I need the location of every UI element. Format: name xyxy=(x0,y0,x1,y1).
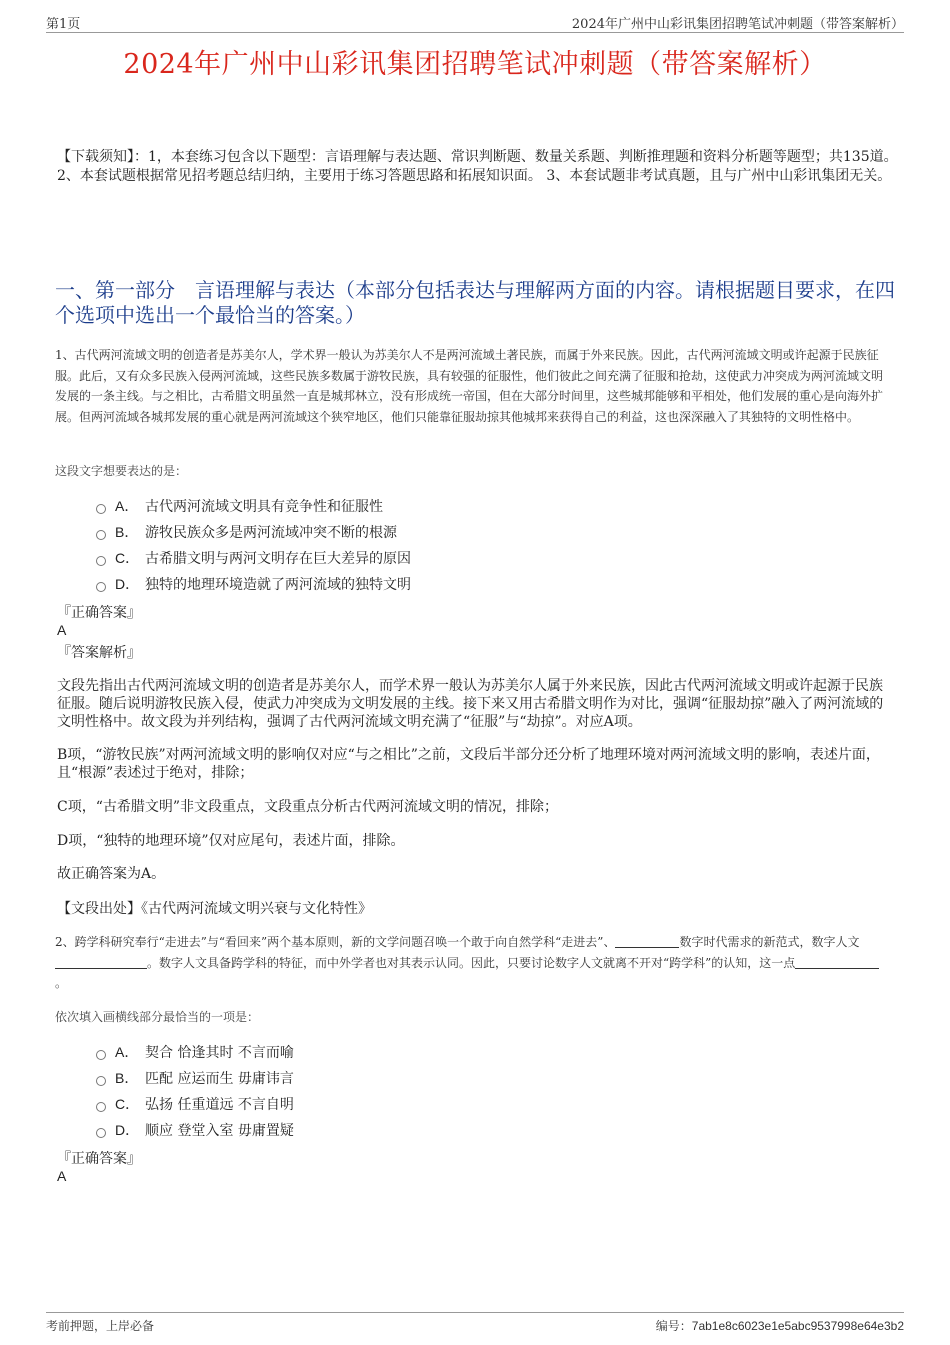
question-2-options xyxy=(96,1039,294,1143)
page-number: 第1页 xyxy=(46,17,81,32)
option-a[interactable]: A． 古代两河流域文明具有竞争性和征服性 xyxy=(96,493,411,519)
download-notice: 【下载须知】：1，本套练习包含以下题型：言语理解与表达题、常识判断题、数量关系题、判断推理题和资料分析题等题型；共135道。 2、本套试题根据常见招考题总结归纳，主要用于练习答题思路和拓展知识面。 3、本套试题非考试真题，且与广州中山彩讯集团无关。 xyxy=(57,149,898,184)
document-code: 编号：7ab1e8c6023e1e5abc9537998e64e3b2 xyxy=(655,1319,904,1333)
option-b[interactable]: B． 游牧民族众多是两河流域冲突不断的根源 xyxy=(96,519,411,545)
page-title: 2024年广州中山彩讯集团招聘笔试冲刺题（带答案解析） xyxy=(123,49,827,80)
fill-blank[interactable] xyxy=(615,935,679,948)
question-1-prompt: 这段文字想要表达的是： xyxy=(55,464,188,478)
radio-icon[interactable] xyxy=(96,530,106,540)
fill-blank[interactable] xyxy=(795,956,879,969)
page-header xyxy=(46,10,904,33)
analysis-paragraph: B项，“游牧民族”对两河流域文明的影响仅对应“与之相比”之前，文段后半部分还分析了地理环境对两河流域文明的影响，表述片面，且“根源”表述过于绝对，排除； xyxy=(57,747,880,781)
option-b[interactable]: B． 匹配 应运而生 毋庸讳言 xyxy=(96,1065,294,1091)
option-a[interactable]: A． 契合 恰逢其时 不言而喻 xyxy=(96,1039,294,1065)
question-1-text: 1、古代两河流域文明的创造者是苏美尔人，学术界一般认为苏美尔人不是两河流域土著民族，而属于外来民族。因此，古代两河流域文明或许起源于民族征服。此后，又有众多民族入侵两河流域，这些民族多数属于游牧民族，具有较强的征服性，他们彼此之间充满了征服和抢劫，这使武力冲突成为两河流域文明发展的一条主线。与之相比，古希腊文明虽然一直是城邦林立，没有形成统一帝国，但在大部分时间里，这些城邦能够和平相处，他们发展的重心是向海外扩展。但两河流域各城邦发展的重心就是两河流域这个狭窄地区，他们只能靠征服劫掠其他城邦来获得自己的利益，这也深深融入了其独特的文明性格中。 xyxy=(55,348,884,424)
analysis-paragraph: 故正确答案为A。 xyxy=(57,866,166,882)
correct-answer-label: 『正确答案』 xyxy=(57,605,141,621)
option-text: 弘扬 任重道远 不言自明 xyxy=(145,1097,294,1113)
radio-icon[interactable] xyxy=(96,1128,106,1138)
option-text: 顺应 登堂入室 毋庸置疑 xyxy=(145,1123,294,1139)
radio-icon[interactable] xyxy=(96,1076,106,1086)
section-title: 一、第一部分 言语理解与表达（本部分包括表达与理解两方面的内容。请根据题目要求，在四个选项中选出一个最恰当的答案。） xyxy=(55,278,895,327)
option-d[interactable]: D． 独特的地理环境造就了两河流域的独特文明 xyxy=(96,571,411,597)
footer-slogan: 考前押题，上岸必备 xyxy=(46,1319,155,1333)
correct-answer-label: 『正确答案』 xyxy=(57,1151,141,1167)
option-text: 匹配 应运而生 毋庸讳言 xyxy=(145,1071,294,1087)
question-2-prompt: 依次填入画横线部分最恰当的一项是： xyxy=(55,1010,260,1024)
option-text: 古代两河流域文明具有竞争性和征服性 xyxy=(145,499,383,515)
analysis-paragraph: D项，“独特的地理环境”仅对应尾句，表述片面，排除。 xyxy=(57,833,405,849)
radio-icon[interactable] xyxy=(96,1050,106,1060)
header-doc-title: 2024年广州中山彩讯集团招聘笔试冲刺题（带答案解析） xyxy=(571,17,904,32)
option-d[interactable]: D． 顺应 登堂入室 毋庸置疑 xyxy=(96,1117,294,1143)
option-c[interactable]: C． 古希腊文明与两河文明存在巨大差异的原因 xyxy=(96,545,411,571)
radio-icon[interactable] xyxy=(96,556,106,566)
analysis-paragraph: C项，“古希腊文明”非文段重点，文段重点分析古代两河流域文明的情况，排除； xyxy=(57,799,559,815)
radio-icon[interactable] xyxy=(96,1102,106,1112)
correct-answer: A xyxy=(57,622,67,638)
analysis-label: 『答案解析』 xyxy=(57,645,141,661)
radio-icon[interactable] xyxy=(96,504,106,514)
correct-answer: A xyxy=(57,1168,67,1184)
radio-icon[interactable] xyxy=(96,582,106,592)
option-text: 古希腊文明与两河文明存在巨大差异的原因 xyxy=(145,551,411,567)
option-text: 游牧民族众多是两河流域冲突不断的根源 xyxy=(145,525,397,541)
page-footer xyxy=(46,1312,904,1337)
option-text: 独特的地理环境造就了两河流域的独特文明 xyxy=(145,577,411,593)
option-text: 契合 恰逢其时 不言而喻 xyxy=(145,1045,294,1061)
fill-blank[interactable] xyxy=(55,956,147,969)
option-c[interactable]: C． 弘扬 任重道远 不言自明 xyxy=(96,1091,294,1117)
analysis-paragraph: 文段先指出古代两河流域文明的创造者是苏美尔人，而学术界一般认为苏美尔人属于外来民族，因此古代两河流域文明或许起源于民族征服。随后说明游牧民族入侵，使武力冲突成为文明发展的主线。接下来又用古希腊文明作为对比，强调“征服劫掠”融入了两河流域的文明性格中。故文段为并列结构，强调了古代两河流域文明充满了“征服”与“劫掠”。对应A项。 xyxy=(57,678,884,730)
question-1-options xyxy=(96,493,411,597)
source-citation: 【文段出处】《古代两河流域文明兴衰与文化特性》 xyxy=(57,901,372,917)
question-2-text: 2、跨学科研究奉行“走进去”与“看回来”两个基本原则，新的文学问题召唤一个敢于向自然学科“走进去”、 数字时代需求的新范式，数字人文。数字人文具备跨学科的特征，而中外学者也对其表示认同。因此，只要讨论数字人文就离不开对“跨学科”的认知，这一点。 xyxy=(55,932,888,994)
